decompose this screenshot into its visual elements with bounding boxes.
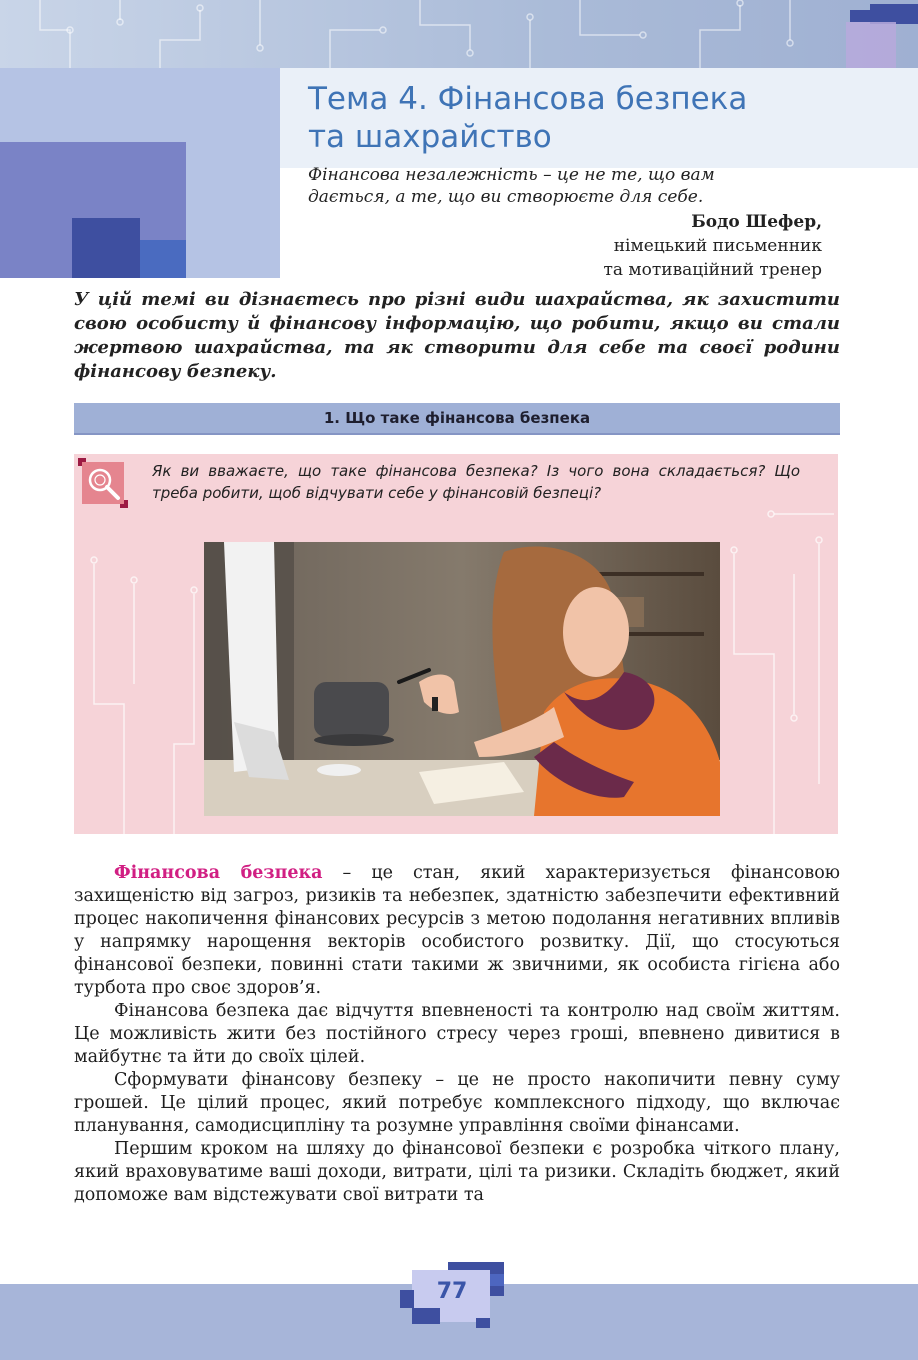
discussion-question: Як ви вважаєте, що таке фінансова безпека? Із чого вона складається? Що треба робити, щоб відчувати себе у фінансовій безпеці? <box>152 462 800 502</box>
quote-line2: дається, а те, що ви створюєте для себе. <box>308 187 704 207</box>
top-banner <box>0 0 918 68</box>
decor-square <box>870 4 918 24</box>
paragraph: Першим кроком на шляху до фінансової безпеки є розробка чіткого плану, який враховуватиме ваші доходи, витрати, цілі та ризики. Складіть бюджет, який допоможе вам відстежувати свої витрати та <box>74 1139 840 1205</box>
magnifier-icon <box>78 458 128 508</box>
page-number: 77 <box>436 1279 468 1304</box>
photo-girl-at-computer <box>204 542 720 816</box>
topic-title-line2: та шахрайство <box>308 119 552 155</box>
quote-line1: Фінансова незалежність – це не те, що вам <box>308 165 715 185</box>
body-text <box>74 862 840 1207</box>
topic-title <box>308 80 747 156</box>
decor-square <box>846 22 896 68</box>
section-header <box>74 403 840 435</box>
quote-author-role <box>603 234 822 282</box>
epigraph-quote <box>308 164 828 208</box>
topic-intro: У цій темі ви дізнаєтесь про різні види шахрайства, як захистити свою особисту й фінансову інформацію, що робити, якщо ви стали жертвою шахрайства, та як створити для себе та своєї родини фінансову безпеку. <box>74 289 840 382</box>
role-line1: німецький письменник <box>613 236 822 256</box>
decor-square <box>140 240 186 278</box>
topic-title-line1: Тема 4. Фінансова безпека <box>308 81 748 117</box>
decor-square <box>476 1318 490 1328</box>
paragraph: Фінансова безпека дає відчуття впевненості та контролю над своїм життям. Це можливість жити без постійного стресу через гроші, впевнено дивитися в майбутнє та йти до своїх цілей. <box>74 1001 840 1067</box>
paragraph-text: – це стан, який характеризується фінансовою захищеністю від загроз, ризиків та небезпек, здатністю забезпечити ефективний процес накопичення фінансових ресурсів з метою подолання негативних впливів у напрямку нарощення векторів особистого розвитку. Дії, що стосуються фінансової безпеки, повинні стати такими ж звичними, як особиста гігієна або турбота про своє здоров’я. <box>74 863 840 998</box>
circuit-pattern <box>0 0 918 68</box>
paragraph: Сформувати фінансову безпеку – це не просто накопичити певну суму грошей. Це цілий процес, який потребує комплексного підходу, що включає планування, самодисципліну та розумне управління своїми фінансами. <box>74 1070 840 1136</box>
role-line2: та мотиваційний тренер <box>603 260 822 280</box>
section-title: 1. Що таке фінансова безпека <box>323 409 591 427</box>
decor-square <box>72 218 140 278</box>
quote-author: Бодо Шефер, <box>691 212 822 232</box>
decor-square <box>490 1274 504 1286</box>
paragraph <box>74 862 840 1000</box>
key-term: Фінансова безпека <box>114 863 323 883</box>
decor-square <box>850 10 872 22</box>
